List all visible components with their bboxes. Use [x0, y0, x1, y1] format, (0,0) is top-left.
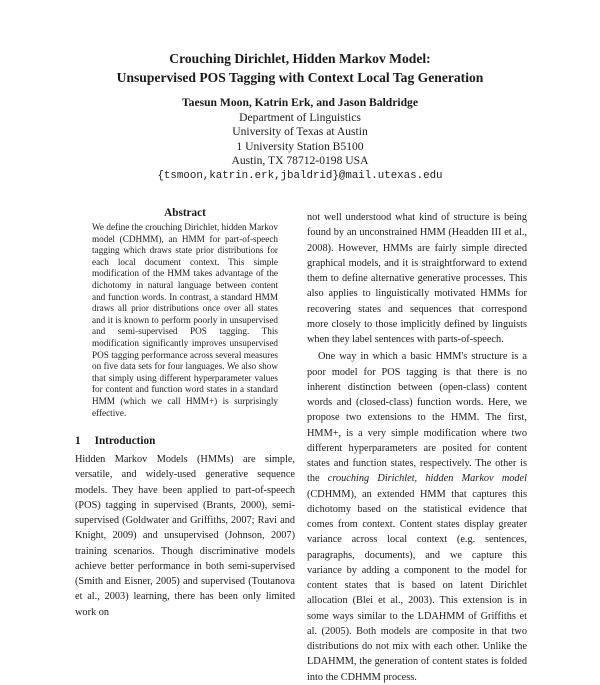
- university: University of Texas at Austin: [232, 125, 368, 139]
- model-name-italic: crouching Dirichlet, hidden Markov model: [327, 473, 527, 485]
- city: Austin, TX 78712-0198 USA: [231, 154, 369, 168]
- paragraph-2-end: (CDHMM), an extended HMM that captures this dichotomy based on the statistical evidence that comes from context. Content states display greater variance across local context (e.g. sentences, paragraphs, documents), and we capture this variance by adding a component to the model for content states that is based on latent Dirichlet allocation (Blei et al., 2003). This extension is in some ways similar to the LDAHMM of Griffiths et al. (2005). Both models are composite in that two distributions do not mix with each other. Unlike the LDAHMM, the generation of content states is folded into the CDHMM process.: [307, 488, 527, 683]
- authors: Taesun Moon, Katrin Erk, and Jason Baldridge: [181, 96, 418, 109]
- title-line-2: Unsupervised POS Tagging with Context Local Tag Generation: [116, 70, 484, 85]
- station: 1 University Station B5100: [236, 139, 364, 153]
- section-heading-introduction: [75, 434, 295, 448]
- right-column: [307, 206, 527, 685]
- right-paragraph-2: [307, 349, 527, 685]
- introduction-paragraph: Hidden Markov Models (HMMs) are simple, versatile, and widely-used generative sequence models. They have been applied to part-of-speech (POS) tagging in supervised (Brants, 2000), semi-supervised (Goldwater and Griffiths, 2007; Ravi and Knight, 2009) and unsupervised (Johnson, 2007) training scenarios. Though discriminative models achieve better performance in both semi-supervised (Smith and Eisner, 2005) and supervised (Toutanova et al., 2003) learning, there has been only limited work on: [75, 454, 295, 618]
- email: {tsmoon,katrin.erk,jbaldrid}@mail.utexas.edu: [157, 169, 443, 182]
- abstract-heading: Abstract: [164, 207, 206, 219]
- left-column: [75, 206, 295, 620]
- department: Department of Linguistics: [239, 110, 361, 124]
- section-number: 1: [75, 435, 81, 448]
- title-line-1: Crouching Dirichlet, Hidden Markov Model:: [169, 51, 431, 66]
- paper-title: [0, 49, 600, 87]
- right-paragraph-1: not well understood what kind of structure is being found by an unconstrained HMM (Headden III et al., 2008). However, HMMs are fairly simple directed graphical models, and it is straightforward to extend them to define alternative generative processes. This also applies to linguistically motivated HMMs for recovering states and sequences that correspond more closely to those implicitly defined by linguists when they label sentences with parts-of-speech.: [307, 212, 527, 345]
- section-title: Introduction: [94, 435, 156, 448]
- author-block: [0, 96, 600, 184]
- abstract-text: We define the crouching Dirichlet, hidden Markov model (CDHMM), an HMM for part-of-speech tagging which draws state prior distributions for each local document context. This simple modification of the HMM takes advantage of the dichotomy in natural language between content and function words. In contrast, a standard HMM draws all prior distributions once over all states and it is known to perform poorly in unsupervised and semi-supervised POS tagging. This modification significantly improves unsupervised POS tagging performance across several measures on five data sets for four languages. We also show that simply using different hyperparameter values for content and function word states in a standard HMM (which we call HMM+) is surprisingly effective.: [92, 222, 278, 418]
- paragraph-2-start: One way in which a basic HMM's structure is a poor model for POS tagging is that there is no inherent distinction between (open-class) content words and (closed-class) function words. Here, we propose two extensions to the HMM. The first, HMM+, is a very simple modification where two different hyperparameters are posited for content states and function states, respectively. The other is the: [307, 351, 527, 485]
